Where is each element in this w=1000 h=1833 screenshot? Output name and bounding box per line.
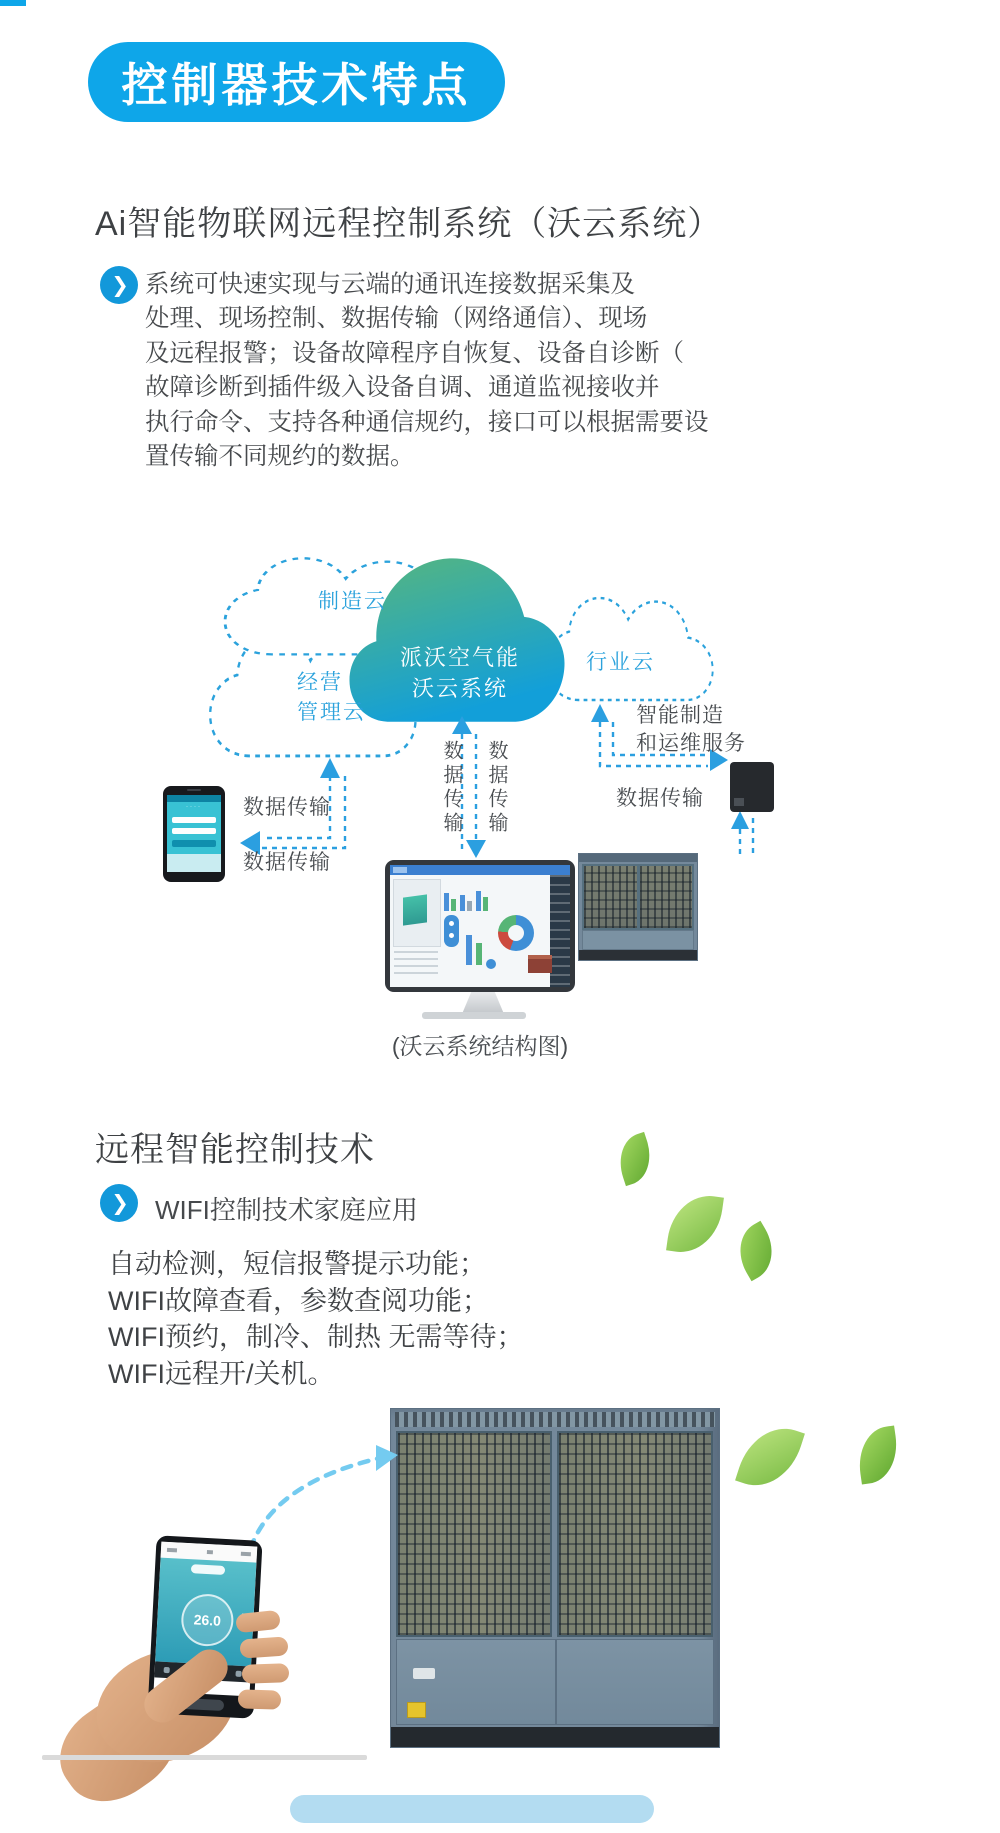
dashboard-3d-box	[528, 955, 552, 973]
smart-manufacturing-label-line2: 和运维服务	[636, 732, 746, 755]
nav-icon	[164, 1667, 170, 1673]
data-transfer-label-left-lower: 数据传输	[243, 851, 331, 874]
management-cloud-label	[297, 668, 366, 728]
app-mode-pill	[191, 1564, 225, 1575]
phone-app-header	[167, 795, 221, 802]
data-transfer-label-right: 数据传输	[616, 787, 704, 810]
wifi-bullet-label: WIFI控制技术家庭应用	[155, 1195, 418, 1225]
leaf-icon	[854, 1425, 901, 1484]
leaf-icon	[735, 1418, 805, 1497]
heat-pump-grille-right	[557, 1431, 713, 1637]
brand-badge	[413, 1668, 435, 1679]
donut-hole	[508, 925, 524, 941]
dashboard-3d-shape	[403, 894, 427, 925]
dashboard-bar	[476, 943, 482, 965]
dashboard-dot	[486, 959, 496, 969]
paragraph-line: 置传输不同规约的数据。	[145, 443, 415, 471]
nav-icon	[235, 1671, 241, 1677]
data-transfer-label-left-upper: 数据传输	[243, 796, 331, 819]
dashboard-bar	[476, 891, 481, 911]
dashboard-bar	[451, 899, 456, 911]
heat-pump-divider	[637, 864, 640, 930]
hand-finger	[242, 1663, 290, 1684]
pill-dot	[449, 933, 454, 938]
next-section-banner-partial	[290, 1795, 654, 1823]
hand-finger	[239, 1636, 288, 1658]
hand-finger	[238, 1689, 282, 1709]
warning-sticker	[407, 1702, 426, 1718]
industry-cloud-label: 行业云	[586, 651, 655, 674]
wifi-feature-list	[108, 1246, 523, 1392]
leaf-icon	[728, 1221, 785, 1282]
status-icon	[167, 1548, 177, 1553]
wifi-section-heading: 远程智能控制技术	[95, 1131, 375, 1169]
dashboard-donut-chart	[498, 915, 534, 951]
chevron-bullet-icon	[100, 1184, 138, 1222]
smart-manufacturing-label-line1: 智能制造	[636, 704, 724, 727]
chevron-glyph: ❯	[111, 273, 129, 297]
phone-input-row	[172, 817, 216, 823]
monitor-screen	[390, 865, 570, 987]
chevron-bullet-icon	[100, 266, 138, 304]
center-cloud-label	[365, 642, 555, 704]
manufacturing-cloud-label: 制造云	[318, 590, 387, 613]
heat-pump-small-illustration	[578, 853, 698, 961]
leaf-icon	[666, 1191, 724, 1257]
heat-pump-lower-panel	[582, 930, 694, 950]
diagram-caption: (沃云系统结构图)	[391, 1033, 569, 1059]
heat-pump-large-photo	[390, 1408, 720, 1748]
temperature-value: 26.0	[193, 1611, 222, 1629]
leaf-icon	[612, 1132, 659, 1186]
heat-pump-base	[579, 950, 697, 960]
chevron-glyph: ❯	[111, 1191, 129, 1215]
phone-login-button	[172, 840, 216, 847]
feature-item: WIFI远程开/关机。	[108, 1358, 335, 1389]
banner-title: 控制器技术特点	[121, 59, 472, 111]
feature-item: 自动检测，短信报警提示功能；	[108, 1249, 486, 1279]
page-corner-mark	[0, 0, 26, 6]
management-cloud-label-line2: 管理云	[297, 701, 366, 724]
phone-screen-footer	[167, 854, 221, 872]
section-banner	[88, 42, 505, 122]
dashboard-bar	[460, 895, 465, 911]
heat-pump-top	[579, 854, 697, 862]
dashboard-bar	[444, 893, 449, 911]
dashboard-logo	[393, 867, 407, 873]
monitor-illustration	[385, 860, 575, 992]
panel-seam	[555, 1640, 557, 1724]
feature-item: WIFI预约，制冷、制热 无需等待；	[108, 1322, 524, 1352]
ai-section-paragraph	[145, 268, 735, 474]
heat-pump-grille-left	[396, 1431, 552, 1637]
paragraph-line: 系统可快速实现与云端的通讯连接数据采集及	[145, 271, 635, 298]
paragraph-line: 处理、现场控制、数据传输（网络通信）、现场	[145, 305, 648, 333]
management-cloud-label-line1: 经营	[297, 671, 343, 694]
pill-dot	[449, 921, 454, 926]
paragraph-line: 及远程报警；设备故障程序自恢复、设备自诊断（	[145, 339, 684, 367]
dashboard-panel	[393, 879, 441, 947]
monitor-stand-base	[422, 1012, 526, 1019]
phone-input-row	[172, 828, 216, 834]
dashboard-pill-widget	[444, 915, 459, 947]
phone-screen	[167, 795, 221, 872]
center-cloud-label-line2: 沃云系统	[411, 676, 508, 701]
paragraph-line: 故障诊断到插件级入设备自调、通道监视接收并	[145, 374, 660, 402]
dashboard-sidebar	[550, 875, 570, 987]
dashboard-table	[394, 951, 438, 979]
data-transfer-label-vertical-2: 数据传输	[485, 740, 507, 836]
heat-pump-fan-strip	[395, 1412, 715, 1427]
controller-port	[734, 798, 744, 806]
ground-shadow-line	[42, 1755, 367, 1760]
dashboard-topbar	[390, 865, 570, 875]
smartphone-illustration	[163, 786, 225, 882]
controller-module-illustration	[730, 762, 774, 812]
dashboard-bar	[467, 901, 472, 911]
phone-speaker	[187, 789, 201, 791]
hand-finger	[235, 1610, 281, 1633]
phone-app-dots: ····	[186, 804, 202, 810]
smart-manufacturing-label	[636, 702, 746, 758]
dashboard-bar	[466, 935, 472, 965]
status-icon	[241, 1552, 251, 1557]
data-transfer-label-vertical-1: 数据传输	[440, 740, 462, 836]
center-cloud-label-line1: 派沃空气能	[399, 645, 520, 670]
temperature-dial	[180, 1593, 235, 1648]
dashboard-bar	[483, 897, 488, 911]
arrowhead	[376, 1445, 398, 1471]
heat-pump-plinth	[391, 1727, 719, 1747]
heat-pump-lower-panels	[396, 1639, 714, 1725]
paragraph-line: 执行命令、支持各种通信规约，接口可以根据需要设	[145, 408, 709, 436]
ai-section-heading: Ai智能物联网远程控制系统（沃云系统）	[95, 205, 723, 243]
status-icon	[207, 1550, 213, 1554]
feature-item: WIFI故障查看，参数查阅功能；	[108, 1285, 489, 1316]
